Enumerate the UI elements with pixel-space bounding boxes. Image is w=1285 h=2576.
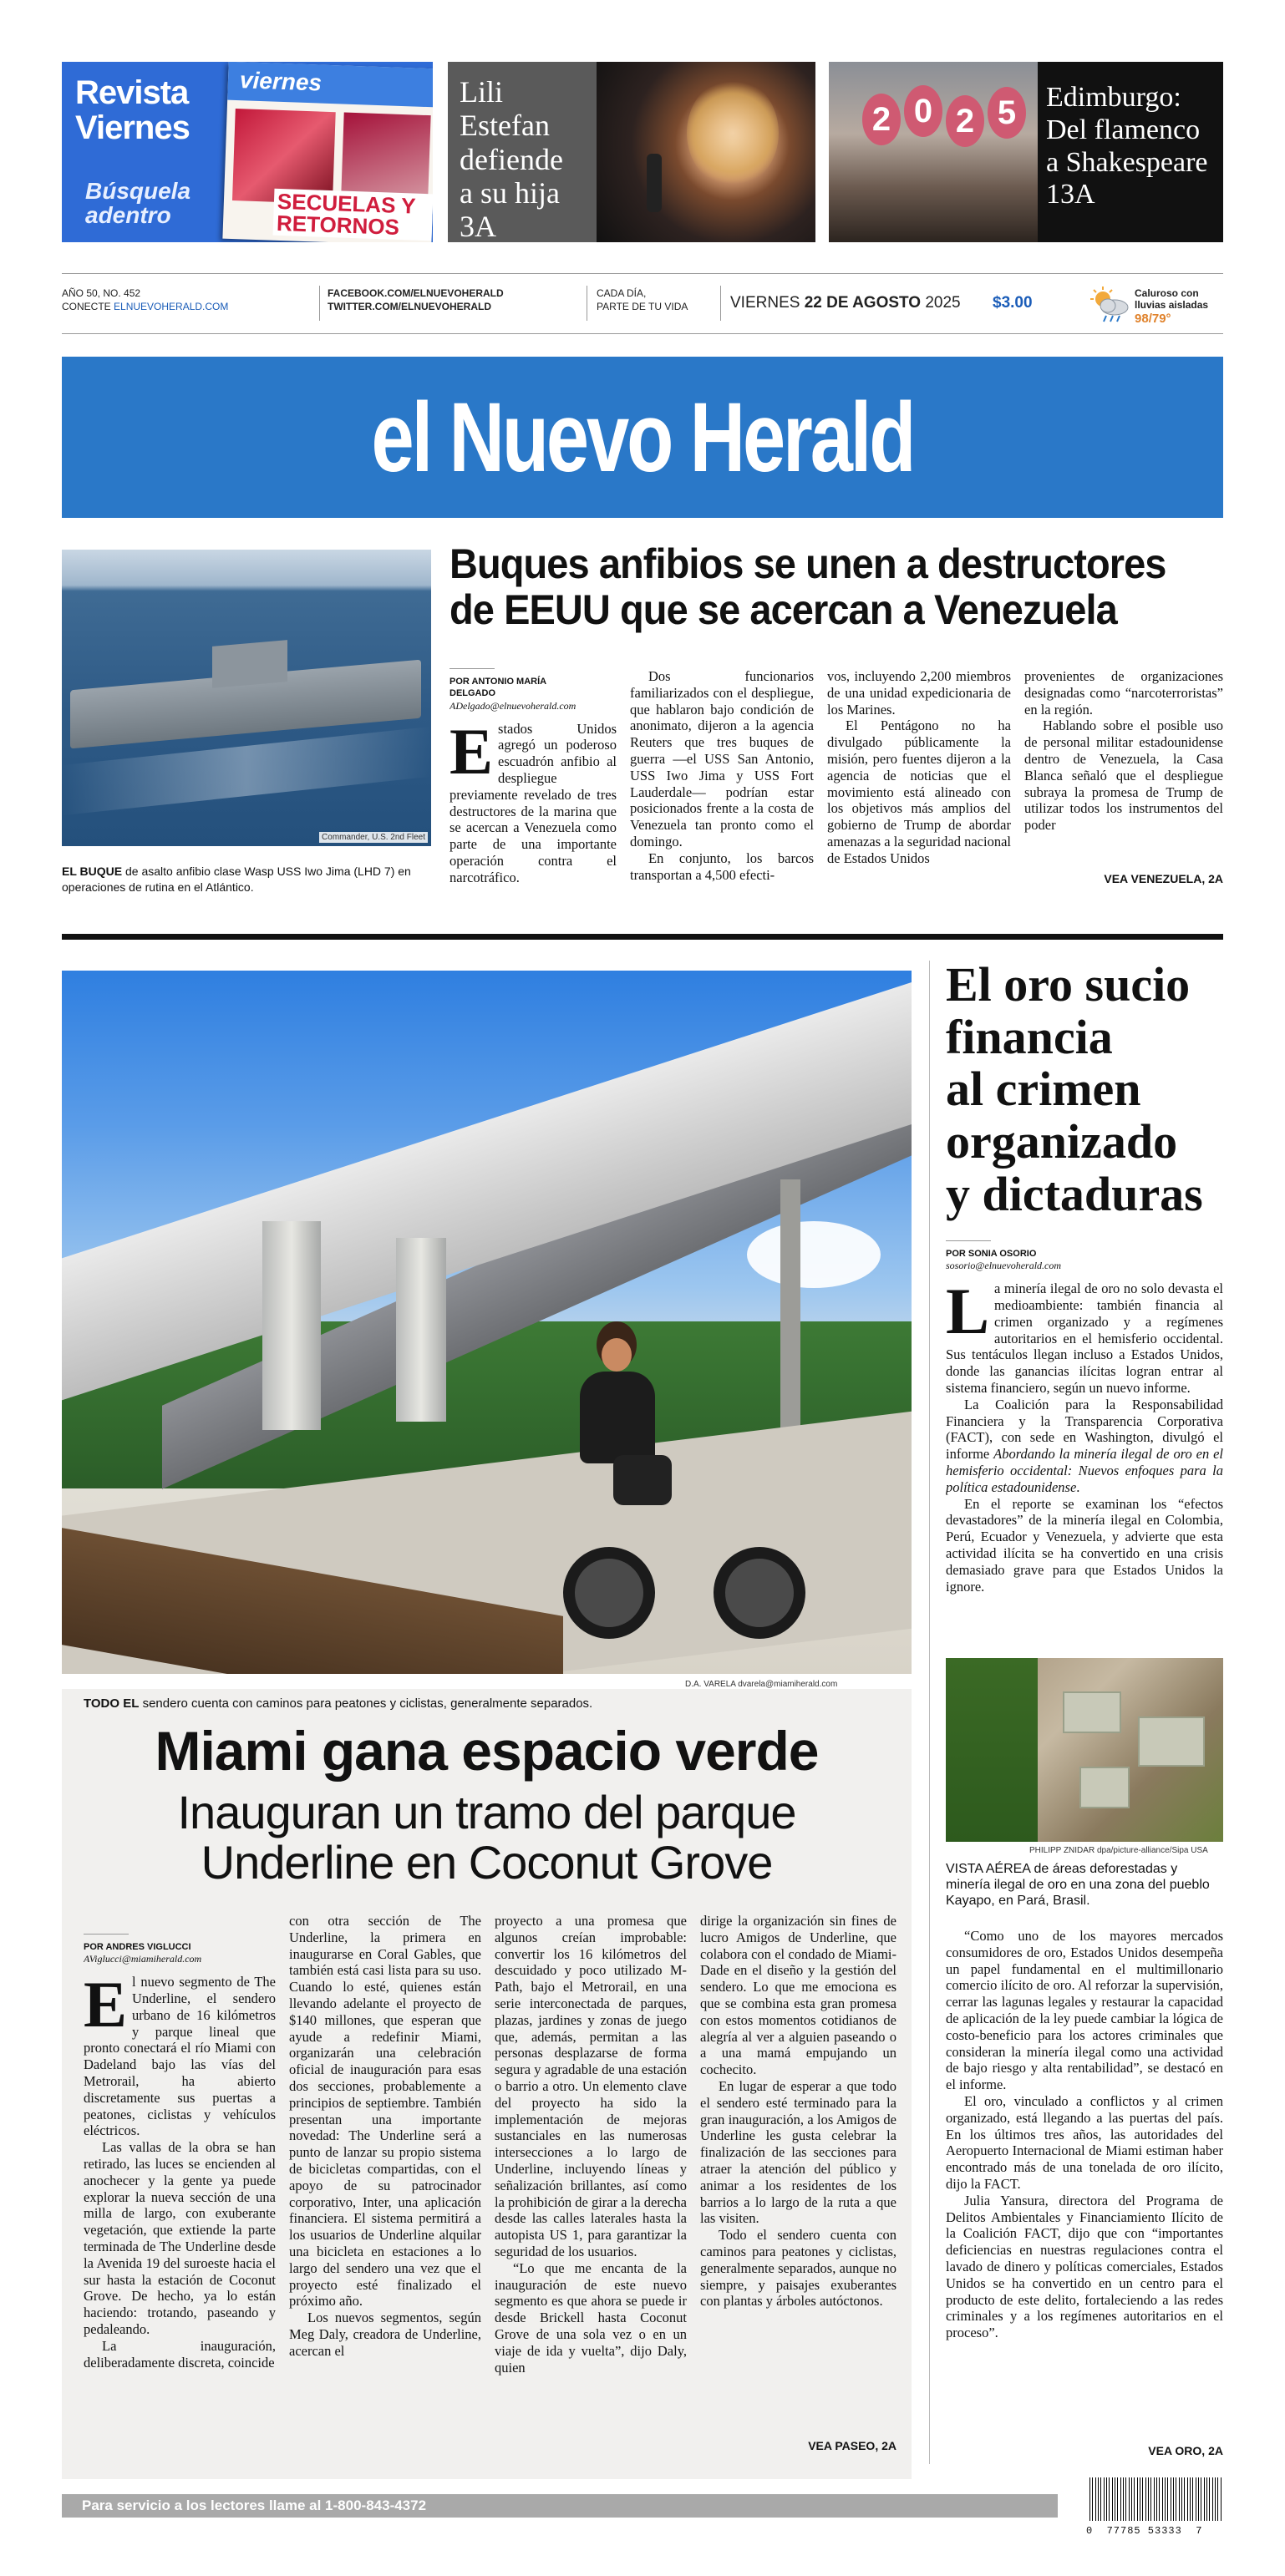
story2-byline: POR ANDRES VIGLUCCI — [84, 1942, 191, 1952]
newspaper-name: el Nuevo Herald — [371, 382, 914, 493]
barcode-bar — [1148, 2477, 1149, 2521]
masthead[interactable] — [62, 357, 1223, 518]
edimburgo-photo — [829, 62, 1038, 242]
barcode-bar — [1134, 2477, 1135, 2521]
twitter-link[interactable]: TWITTER.COM/ELNUEVOHERALD — [328, 301, 491, 313]
barcode-bars — [1086, 2477, 1227, 2521]
barcode-bar — [1150, 2477, 1151, 2521]
lili-teaser-title: Lili Estefan defiende a su hija 3A — [460, 75, 563, 242]
barcode-bar — [1184, 2477, 1185, 2521]
story3-byline: POR SONIA OSORIO — [946, 1249, 1037, 1259]
revista-subtitle: Búsquela adentro — [85, 178, 191, 229]
mining-caption: VISTA AÉREA de áreas deforestadas y minería ilegal de oro en una zona del pueblo Kayapo, en Pará, Brasil. — [946, 1862, 1210, 1909]
photo-credit: D.A. VARELA dvarela@miamiherald.com — [685, 1680, 838, 1689]
barcode-bar — [1089, 2477, 1090, 2521]
section-divider — [62, 934, 1223, 940]
story2-headline[interactable]: Miami gana espacio verde — [155, 1720, 819, 1782]
story3-headline[interactable]: El oro sucio financia al crimen organizado y dictaduras — [946, 957, 1203, 1221]
barcode-bar — [1123, 2477, 1124, 2521]
balloon-digit: 2 — [862, 94, 901, 145]
barcode-bar — [1154, 2477, 1155, 2521]
revista-title: Revista Viernes — [75, 74, 190, 146]
barcode-bar — [1129, 2477, 1130, 2521]
barcode-bar — [1092, 2477, 1093, 2521]
barcode-bar — [1104, 2477, 1105, 2521]
cover-kicker: SECUELAS Y RETORNOS — [273, 189, 433, 241]
barcode-bar — [1212, 2477, 1213, 2521]
barcode-bar — [1217, 2477, 1218, 2521]
barcode-bar — [1159, 2477, 1160, 2521]
website-link[interactable]: ELNUEVOHERALD.COM — [114, 301, 229, 313]
story1-email[interactable]: ADelgado@elnuevoherald.com — [449, 699, 576, 712]
barcode-bar — [1179, 2477, 1180, 2521]
story3-jump-link[interactable]: VEA ORO, 2A — [1148, 2444, 1223, 2457]
barcode-bar — [1109, 2477, 1110, 2521]
barcode-bar — [1156, 2477, 1157, 2521]
story3-email[interactable]: sosorio@elnuevoherald.com — [946, 1260, 1062, 1272]
barcode-bar — [1112, 2477, 1113, 2521]
barcode-digits: 0 77785 53333 7 — [1086, 2525, 1203, 2537]
barcode-bar — [1192, 2477, 1193, 2521]
barcode-bar — [1162, 2477, 1163, 2521]
story1-jump-link[interactable]: VEA VENEZUELA, 2A — [1104, 872, 1223, 885]
story2-jump-link[interactable]: VEA PASEO, 2A — [808, 2439, 896, 2452]
barcode-bar — [1173, 2477, 1174, 2521]
barcode-bar — [1187, 2477, 1188, 2521]
ship-caption: EL BUQUE de asalto anfibio clase Wasp USS Iwo Jima (LHD 7) en operaciones de rutina en el Atlántico. — [62, 865, 411, 894]
barcode-bar — [1221, 2477, 1222, 2521]
barcode — [1086, 2477, 1227, 2536]
barcode-bar — [1142, 2477, 1143, 2521]
barcode-bar — [1204, 2477, 1205, 2521]
balloon-digit: 0 — [904, 85, 942, 137]
social-links — [328, 287, 504, 313]
barcode-bar — [1095, 2477, 1096, 2521]
story2-column-2: con otra sección de The Underline, la primera en inaugurarse en Coral Gables, que también está casi lista para su uso. Cuando lo esté, quienes están llevando adelante el proyecto de $140 millones, que esperan que ayude a redefinir Miami, organizarán una celebración oficial de inauguración para esas dos secciones, probablemente a principios de septiembre. También presentan una importante novedad: The Underline será a punto de lanzar su propio sistema de bicicletas compartidas, con el apoyo de su patrocinador corporativo, Inter, una aplicación financiera. El sistema permitirá a los usuarios de Underline alquilar una bicicleta en estaciones a lo largo del sendero una vez que el proyecto esté finalizado el próximo año. Los nuevos segmentos, según Meg Daly, creadora de Underline, acercan el — [289, 1913, 481, 2359]
story2-email[interactable]: AViglucci@miamiherald.com — [84, 1953, 202, 1965]
divider — [62, 273, 1223, 274]
bike-wheel — [714, 1547, 805, 1639]
underline-caption: TODO EL sendero cuenta con caminos para peatones y ciclistas, generalmente separados. — [84, 1696, 593, 1711]
barcode-bar — [1100, 2477, 1101, 2521]
story1-column-3: vos, incluyendo 2,200 miembros de una unidad expedicionaria de los Marines. El Pentágono no ha divulgado públicamente la misión, pero fuentes dijeron a la agencia de noticias que el movimiento está alineado con los objetivos más amplios del gobierno de Trump de abordar amenazas a la seguridad nacional de Estados Unidos — [827, 668, 1011, 866]
barcode-bar — [1120, 2477, 1121, 2521]
divider — [62, 333, 1223, 334]
story1-column-1: POR ANTONIO MARÍA DELGADO ADelgado@elnuevoherald.com E stados Unidos agregó un poderoso escuadrón anfibio al despliegue previamente revelado de tres destructores de la marina que se acercan a Venezuela como parte de una importante operación contra el narcotráfico. — [449, 668, 617, 906]
story2-subheadline: Inauguran un tramo del parque Underline en Coconut Grove — [177, 1786, 796, 1889]
ship-photo — [62, 550, 431, 846]
barcode-bar — [1145, 2477, 1146, 2521]
photo-credit: Commander, U.S. 2nd Fleet — [319, 832, 428, 843]
bike-wheel — [563, 1547, 655, 1639]
barcode-bar — [1167, 2477, 1168, 2521]
barcode-bar — [1206, 2477, 1207, 2521]
barcode-bar — [1117, 2477, 1118, 2521]
barcode-bar — [1125, 2477, 1126, 2521]
story1-headline[interactable]: Buques anfibios se unen a destructores de EEUU que se acercan a Venezuela — [449, 540, 1166, 633]
story1-column-4: provenientes de organizaciones designadas como “narcoterroristas” en la región. Hablando sobre el posible uso de personal militar estadounidense dentro de Venezuela, la Casa Blanca señaló que el despliegue subraya la promesa de Trump de utilizar todos los instrumentos del poder — [1024, 668, 1223, 834]
magazine-cover-image — [222, 62, 433, 242]
barcode-bar — [1190, 2477, 1191, 2521]
issue-info: AÑO 50, NO. 452 CONECTE ELNUEVOHERALD.COM — [62, 287, 229, 313]
cover-masthead: viernes — [227, 62, 433, 107]
motto: CADA DÍA, PARTE DE TU VIDA — [597, 287, 688, 313]
barcode-bar — [1198, 2477, 1199, 2521]
edimburgo-teaser-title: Edimburgo: Del flamenco a Shakespeare 13A — [1046, 82, 1208, 210]
barcode-bar — [1209, 2477, 1210, 2521]
weather-forecast: Caluroso con lluvias aisladas 98/79° — [1135, 287, 1209, 326]
revista-viernes-teaser[interactable] — [62, 62, 433, 242]
reader-service-bar: Para servicio a los lectores llame al 1-800-843-4372 — [62, 2494, 1058, 2518]
balloon-digit: 5 — [988, 87, 1026, 139]
underline-park-photo — [62, 971, 912, 1674]
facebook-link[interactable]: FACEBOOK.COM/ELNUEVOHERALD — [328, 287, 504, 299]
story2-column-1: POR ANDRES VIGLUCCI AViglucci@miamiherald.com E l nuevo segmento de The Underline, el sendero urbano de 16 kilómetros y parque lineal que pronto conectará el río Miami con Dadeland bajo las vías del Metrorail, ha abierto discretamente sus puertas a peatones, ciclistas y vehículos eléctricos. Las vallas de la obra se han retirado, las luces se encienden al anochecer y la gente ya puede explorar la nueva sección de una milla de largo, con exuberante vegetación, que extiende la parte terminada de The Underline desde la Avenida 19 del suroeste hacia el sur hasta la estación de Coconut Grove. De hecho, ya lo están haciendo: trotando, paseando y pedaleando. La inauguración, deliberadamente discreta, coincide — [84, 1934, 276, 2468]
story1-byline: POR ANTONIO MARÍA DELGADO — [449, 677, 547, 699]
edimburgo-teaser[interactable] — [829, 62, 1223, 242]
barcode-bar — [1106, 2477, 1107, 2521]
barcode-bar — [1137, 2477, 1138, 2521]
issue-date: VIERNES 22 DE AGOSTO 2025 — [730, 294, 961, 312]
barcode-bar — [1098, 2477, 1099, 2521]
lili-estefan-photo — [597, 62, 815, 242]
barcode-bar — [1215, 2477, 1216, 2521]
barcode-bar — [1131, 2477, 1132, 2521]
story3-column-top: POR SONIA OSORIO sosorio@elnuevoherald.com L a minería ilegal de oro no solo devasta el medioambiente: también financia al crimen organizado y a regímenes autoritarios en el hemisferio occidental. Sus tentáculos llegan incluso a Estados Unidos, donde las ganancias ilícitas logran entrar al sistema financiero, según un nuevo informe. La Coalición para la Responsabilidad Financiera y la Transparencia Corporativa (FACT), con sede en Washington, divulgó el informe Abordando la minería ilegal de oro en el hemisferio occidental: Nuevos enfoques para la política estadounidense. En el reporte se examinan los “efectos devastadores” de la minería ilegal en Colombia, Perú, Ecuador y Venezuela, y advierte que esta actividad ilícita se ha convertido en una crisis demasiado grave para que Estados Unidos la ignore. — [946, 1240, 1223, 1643]
story2-column-4: dirige la organización sin fines de lucro Amigos de Underline, que colabora con el condado de Miami-Dade en el diseño y la gestión del sendero. Lo que me emociona es que se combina esta gran promesa con estos momentos cotidianos de alegría al ver a alguien paseando o a una mamá empujando un cochecito. En lugar de esperar a que todo el sendero esté terminado para la gran inauguración, a los Amigos de Underline les gusta celebrar la finalización de las secciones para atraer la atención del público y animar a los residentes de los barrios a lo largo de la ruta a que las visiten. Todo el sendero cuenta con caminos para peatones y ciclistas, generalmente separados, aunque no siempre, y paisajes exuberantes con plantas y árboles autóctonos. — [700, 1913, 896, 2310]
photo-credit: PHILIPP ZNIDAR dpa/picture-alliance/Sipa USA — [1029, 1846, 1208, 1855]
lili-estefan-teaser[interactable] — [448, 62, 815, 242]
balloon-digit: 2 — [946, 95, 984, 147]
barcode-bar — [1181, 2477, 1182, 2521]
story3-column-bottom: “Como uno de los mayores mercados consumidores de oro, Estados Unidos desempeña un papel fundamental en el multimillonario comercio ilícito de oro. Al reforzar la supervisión, cerrar las lagunas legales y restaurar la capacidad de aplicación de la ley puede cambiar la lógica de costo-beneficio para los actores criminales que consideran la minería ilegal como una actividad de bajo riesgo y alta rentabilidad”, se destacó en el informe. El oro, vinculado a conflictos y al crimen organizado, está llegando a las puertas del país. En los últimos tres años, las autoridades del Aeropuerto Internacional de Miami estiman haber encontrado más de una tonelada de oro ilícito, dijo la FACT. Julia Yansura, directora del Programa de Delitos Ambientales y Financiamiento Ilícito de la Coalición FACT, dijo que con “importantes deficiencias en nuestras regulaciones contra el lavado de dinero y políticas comerciales, Estados Unidos se ha convertido en un centro para el producto de este delito, fortaleciendo a las redes criminales y a los regímenes autoritarios en el proceso”. — [946, 1928, 1223, 2341]
story1-column-2: Dos funcionarios familiarizados con el despliegue, que hablaron bajo condición de anonimato, dijeron a la agencia Reuters que tres buques de guerra —el USS San Antonio, USS Iwo Jima y USS Fort Lauderdale— podrían estar posicionados frente a la costa de Venezuela tan pronto como el domingo. En conjunto, los barcos transportan a 4,500 efecti- — [630, 668, 814, 883]
price: $3.00 — [993, 294, 1033, 312]
barcode-bar — [1165, 2477, 1166, 2521]
story2-column-3: proyecto a una promesa que algunos creían improbable: convertir los 16 kilómetros del descuidado y poco utilizado M-Path, bajo el Metrorail, en una serie interconectada de parques, plazas, jardines y zonas de juego que, además, permitan a las personas desplazarse de forma segura y agradable de una estación o barrio a otro. Un elemento clave del proyecto ha sido la implementación de mejoras sustanciales en las numerosas intersecciones a lo largo de Underline, incluyendo líneas y señalización brillantes, así como la prohibición de girar a la derecha desde las calles laterales hasta la autopista US 1, para garantizar la seguridad de los usuarios. “Lo que me encanta de la inauguración de este nuevo segmento es que ahora se puede ir desde Brickell hasta Coconut Grove de una sola vez o en un viaje de ida y vuelta”, dijo Daly, quien — [495, 1913, 687, 2376]
cyclist — [563, 1321, 688, 1522]
illegal-mining-aerial-photo — [946, 1658, 1223, 1842]
weather-partly-cloudy-rain-icon — [1089, 286, 1131, 324]
microphone-icon — [647, 154, 662, 212]
